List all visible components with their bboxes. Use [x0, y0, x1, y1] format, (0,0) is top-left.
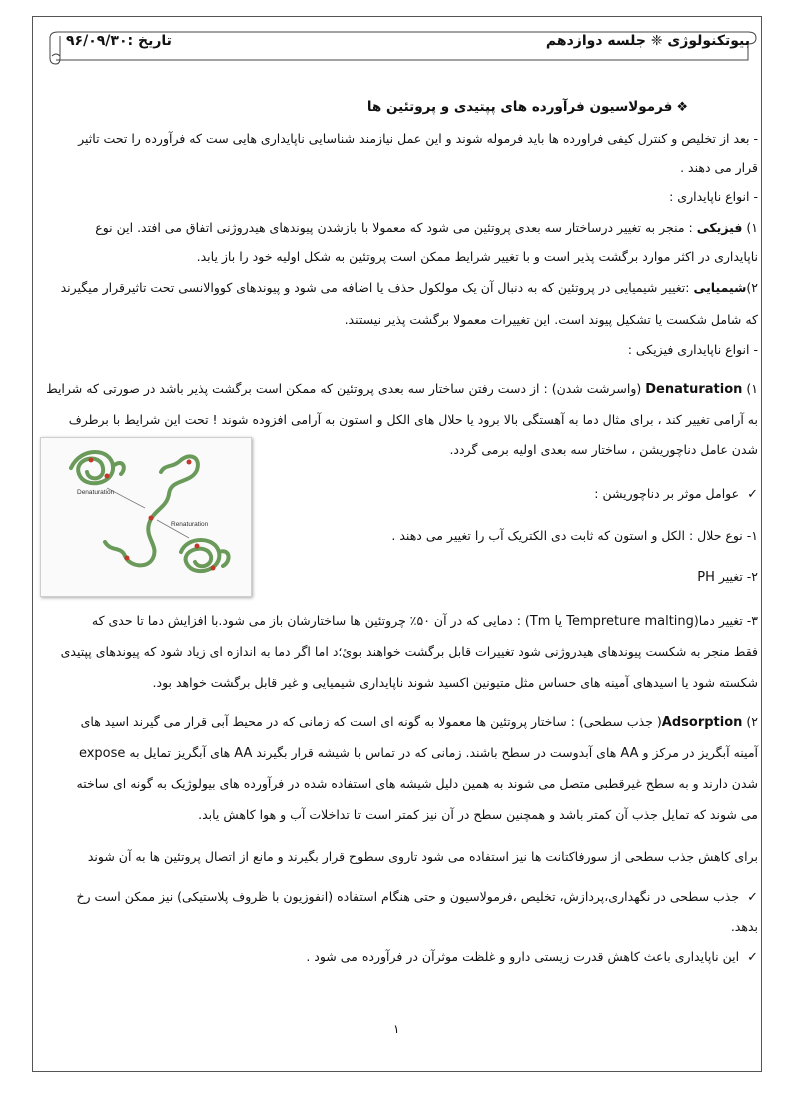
renaturation-figure-label: Renaturation — [171, 521, 209, 528]
adsorption-aa-2: AA — [234, 746, 253, 761]
header-title: بیوتکنولوژی ❈ جلسه دوازدهم — [545, 33, 750, 49]
section-heading-row — [34, 92, 758, 122]
physical-paragraph-line-1 — [34, 213, 758, 242]
check-item-1-text-1: جذب سطحی در نگهداری،پردازش، تخلیص ،فرمولاسیون و حتی هنگام استفاده (انفوزیون با ظروف پلاستیکی) نیز ممکن است رخ — [76, 889, 740, 904]
adsorption-text-1: ( جذب سطحی) : ساختار پروتئین ها معمولا به گونه ای است که زمانی که در محیط آبی قرار می گیرند اسید های — [80, 714, 662, 729]
check-bullet-icon: ✓ — [747, 487, 758, 502]
factor-temperature-line-1 — [34, 606, 758, 636]
denaturation-text-1: (واسرشت شدن) : از دست رفتن ساختار سه بعدی پروتئین که ممکن است برگشت پذیر باشد در صورتی که شرایط — [46, 381, 642, 396]
physical-number: ۱) — [746, 220, 758, 235]
adsorption-text-2b: های آبدوست در سطح باشند. زمانی که در تماس با شیشه قرار بگیرند — [256, 745, 617, 760]
unfolded-chain-tail — [161, 460, 181, 472]
factors-title: عوامل موثر بر دناچوریشن : — [594, 486, 740, 501]
denaturation-figure-label: Denaturation — [77, 489, 115, 496]
adsorption-text-3: شدن دارند و به سطح غیرقطبی متصل می شوند به همین دلیل شیشه های استفاده شده در فرآورده های بیولوژیک به گونه ای ساخته — [76, 776, 758, 791]
adsorption-text-4: می شوند که تمایل جذب آن کمتر باشد و همچنین سطح در آن نیز کمتر است تا تداخلات آب و هوا کاهش یابد. — [198, 807, 758, 822]
denaturation-term: Denaturation — [645, 382, 743, 397]
chemical-number: ۲) — [746, 280, 758, 295]
denaturation-text-3: شدن عامل دناچوریشن ، ساختار سه بعدی اولیه برمی گردد. — [449, 442, 758, 457]
chemical-text-1: :تغییر شیمیایی در پروتئین که به دنبال آن یک مولکول حذف یا اضافه می شود و پیوندهای کووالانسی تحت تاثیرقرار میگیرند — [60, 280, 690, 295]
chemical-paragraph-line-1 — [34, 273, 758, 302]
intro-line-2: قرار می دهند . — [680, 160, 758, 175]
diamond-bullet-icon: ❖ — [676, 100, 688, 115]
factor-temperature-text-2: فقط منجر به شکست پیوندهای هیدروژنی شود تغییرات قابل برگشت خواهند بوئ؛د اما اگر دما به اندازه ای زیاد شود که پیوندهای پپتیدی — [60, 644, 758, 659]
factor-ph-term: PH — [697, 570, 715, 585]
denaturation-text-2: به آرامی تغییر کند ، برای مثال دما به آهستگی بالا برود یا حلال های الکل و استون به آرامی افزوده شوند ! تحت این شرایط با برطرف — [68, 412, 758, 427]
adsorption-text-2c: های آبگریز تمایل به — [129, 745, 231, 760]
physical-text-1: : منجر به تغییر درساختار سه بعدی پروتئین می شود که معمولا با بازشدن پیوندهای هیدروژنی اتفاق می افتد. این نوع — [95, 220, 693, 235]
header-date: تاریخ :۹۶/۰۹/۳۰ — [66, 33, 172, 49]
instability-types-title: - انواع ناپایداری : — [669, 189, 758, 204]
adsorption-number: ۲) — [746, 714, 758, 729]
denaturation-line-1 — [34, 374, 758, 404]
check-item-1-text-2: بدهد. — [730, 919, 758, 934]
check-item-1-line-1 — [34, 882, 758, 912]
chemical-text-2: که شامل شکست یا تشکیل پیوند است. این تغییرات معمولا برگشت پذیر نیستند. — [344, 312, 758, 327]
page-number: ۱ — [393, 1022, 400, 1036]
check-item-2-row — [34, 942, 758, 972]
check-bullet-icon: ✓ — [747, 890, 758, 905]
factor-solvent: ۱- نوع حلال : الکل و استون که ثابت دی الکتریک آب را تغییر می دهند . — [391, 528, 758, 543]
adsorption-aa-1: AA — [620, 746, 639, 761]
factor-temperature-prefix: ۳- تغییر دما( — [693, 613, 758, 628]
check-bullet-icon: ✓ — [747, 950, 758, 965]
factors-title-row — [298, 479, 758, 509]
factor-ph-row — [298, 562, 758, 592]
section-heading: فرمولاسیون فرآورده های پپتیدی و پروتئین ها — [366, 99, 673, 115]
adsorption-line-2 — [34, 738, 758, 768]
folded-protein-bottom — [181, 540, 229, 571]
physical-text-2: ناپایداری در اکثر موارد برگشت پذیر است و با تغییر شرایط ممکن است پروتئین به شکل اولیه خود را باز یابد. — [196, 249, 758, 264]
header-banner — [44, 26, 760, 62]
factor-temperature-term: Tm یا Tempreture malting — [529, 614, 694, 629]
adsorption-term: Adsorption — [661, 715, 743, 730]
surfactant-paragraph: برای کاهش جذب سطحی از سورفاکتانت ها نیز استفاده می شود تاروی سطوح قرار بگیرند و مانع از اتصال پروتئین ها به آن شوند — [87, 849, 758, 864]
physical-term: فیزیکی — [696, 220, 743, 235]
check-item-2-text: این ناپایداری باعث کاهش قدرت زیستی دارو و غلظت موثرآن در فرآورده می شود . — [306, 949, 740, 964]
adsorption-expose: expose — [78, 746, 126, 761]
protein-folding-figure — [40, 437, 252, 597]
factor-ph-prefix: ۲- تغییر — [718, 569, 758, 584]
physical-types-title: - انواع ناپایداری فیزیکی : — [627, 342, 758, 357]
folded-protein-top — [71, 452, 124, 483]
intro-line-1: - بعد از تخلیص و کنترل کیفی فراورده ها باید فرموله شوند و این عمل نیازمند شناسایی ناپایداری هایی ست که فرآورده را تحت تاثیر — [78, 131, 758, 146]
chemical-term: شیمیایی — [693, 280, 747, 295]
factor-temperature-text-1: ) : دمایی که در آن ۵۰٪ چروتئین ها ساختارشان باز می شود.با افزایش دما تا حدی که — [91, 613, 530, 628]
denaturation-number: ۱) — [746, 381, 758, 396]
adsorption-text-2a: آمینه آبگریز در مرکز و — [642, 745, 758, 760]
protein-folding-illustration — [41, 438, 251, 596]
adsorption-line-1 — [34, 707, 758, 737]
factor-temperature-text-3: شکسته شود یا اسیدهای آمینه های حساس مثل متیونین اکسید شوند ناپایداری شیمیایی و غیر قابل برگشت خواهد بود. — [152, 675, 758, 690]
